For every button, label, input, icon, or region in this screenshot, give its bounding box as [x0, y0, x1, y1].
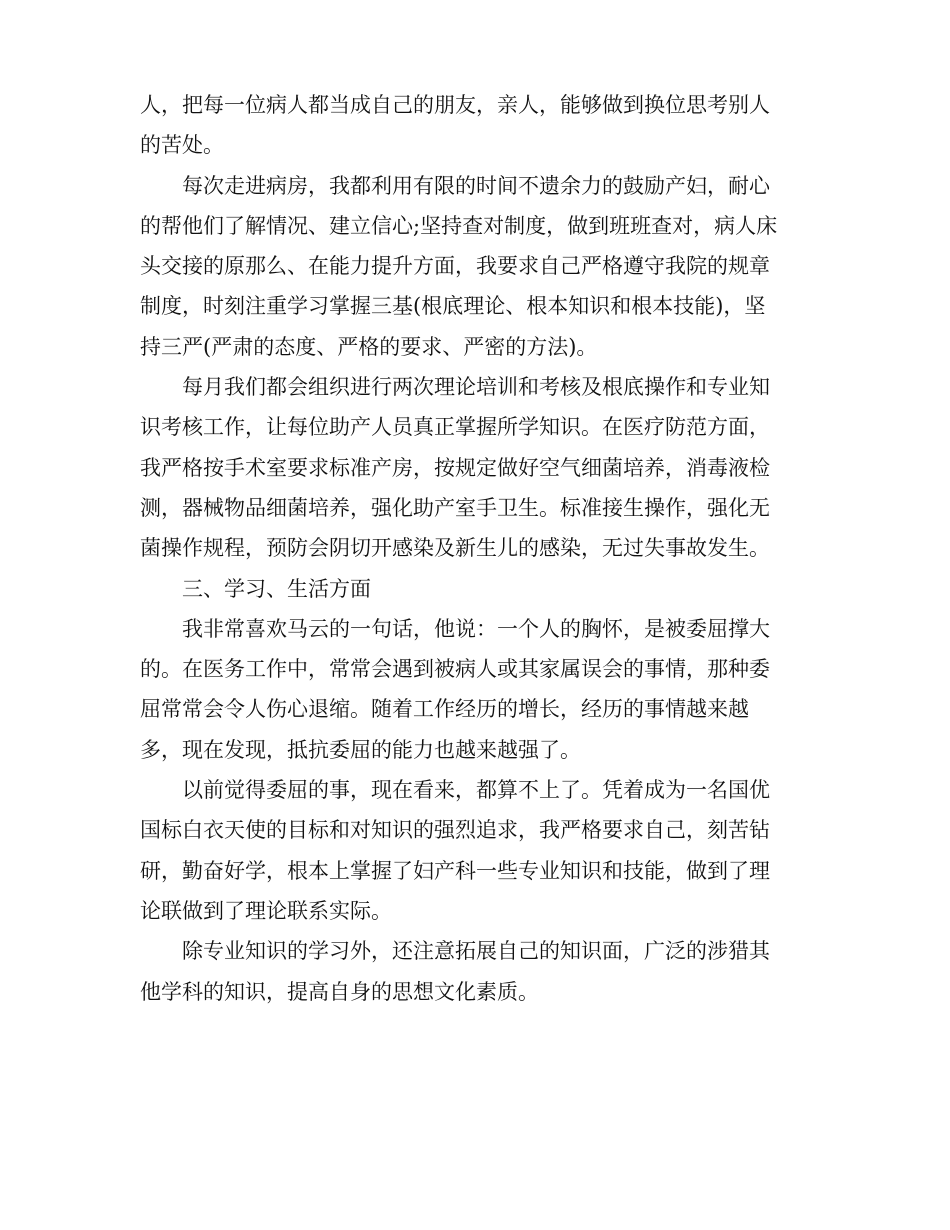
text-line: 他学科的知识，提高自身的思想文化素质。 [140, 979, 539, 1004]
text-line: 持三严(严肃的态度、严格的要求、严密的方法)。 [140, 334, 598, 359]
text-line: 识考核工作，让每位助产人员真正掌握所学知识。在医疗防范方面， [140, 415, 770, 440]
text-line: 人，把每一位病人都当成自己的朋友，亲人，能够做到换位思考别人 [140, 93, 770, 117]
paragraph [140, 931, 810, 1012]
text-line: 我严格按手术室要求标准产房，按规定做好空气细菌培养，消毒液检 [140, 455, 770, 480]
text-line: 多，现在发现，抵抗委屈的能力也越来越强了。 [140, 737, 581, 762]
text-line: 的帮他们了解情况、建立信心;坚持查对制度，做到班班查对，病人床 [140, 213, 778, 238]
text-line: 每次走进病房，我都利用有限的时间不遗余力的鼓励产妇，耐心 [182, 173, 770, 198]
paragraph [140, 166, 810, 367]
text-line: 研，勤奋好学，根本上掌握了妇产科一些专业知识和技能，做到了理 [140, 858, 770, 883]
text-line: 每月我们都会组织进行两次理论培训和考核及根底操作和专业知 [182, 375, 770, 400]
paragraph [140, 85, 810, 166]
text-line: 菌操作规程，预防会阴切开感染及新生儿的感染，无过失事故发生。 [140, 536, 770, 561]
text-line: 论联做到了理论联系实际。 [140, 898, 392, 923]
text-line: 以前觉得委屈的事，现在看来，都算不上了。凭着成为一名国优 [182, 778, 770, 803]
text-line: 测，器械物品细菌培养，强化助产室手卫生。标准接生操作，强化无 [140, 495, 770, 520]
text-line: 我非常喜欢马云的一句话，他说：一个人的胸怀，是被委屈撑大 [182, 616, 770, 641]
text-line: 制度，时刻注重学习掌握三基(根底理论、根本知识和根本技能)，坚 [140, 294, 766, 319]
text-line: 的苦处。 [140, 133, 224, 158]
text-line: 头交接的原那么、在能力提升方面，我要求自己严格遵守我院的规章 [140, 254, 770, 279]
text-line: 屈常常会令人伤心退缩。随着工作经历的增长，经历的事情越来越 [140, 697, 749, 722]
text-line: 除专业知识的学习外，还注意拓展自己的知识面，广泛的涉猎其 [182, 939, 770, 964]
heading-line: 三、学习、生活方面 [182, 576, 371, 601]
paragraph [140, 609, 810, 770]
text-line: 国标白衣天使的目标和对知识的强烈追求，我严格要求自己，刻苦钻 [140, 818, 770, 843]
document-body [140, 85, 810, 1012]
section-heading [140, 569, 810, 609]
paragraph [140, 770, 810, 931]
text-line: 的。在医务工作中，常常会遇到被病人或其家属误会的事情，那种委 [140, 657, 770, 682]
paragraph [140, 367, 810, 568]
